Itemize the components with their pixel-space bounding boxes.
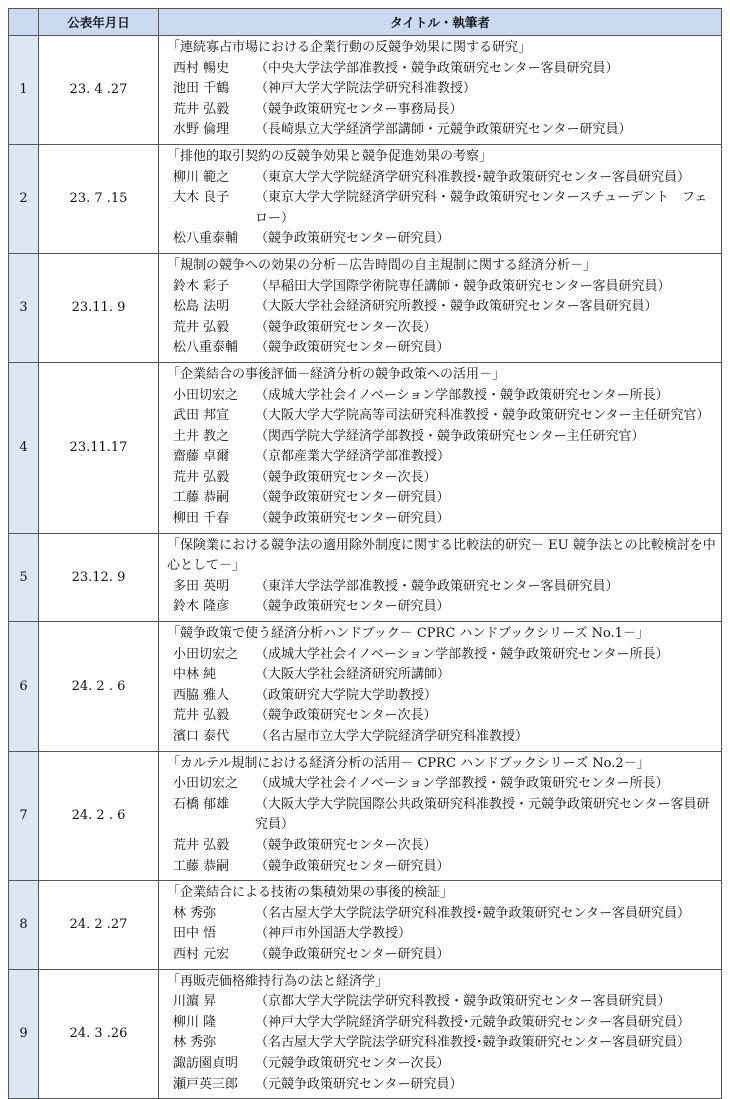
author-affiliation: （競争政策研究センター次長） (255, 469, 437, 485)
author-affiliation: （大阪大学社会経済研究所講師） (255, 667, 451, 683)
author-name: 柳川 範之 (173, 169, 230, 185)
table-row (9, 751, 722, 881)
title-authors-cell (159, 751, 722, 881)
author-name: 石橋 郁雄 (173, 796, 230, 812)
author-entry (163, 59, 717, 80)
author-affiliation: （中央大学法学部准教授・競争政策研究センター客員研究員） (255, 60, 619, 76)
author-entry (163, 665, 717, 686)
author-entry (163, 120, 717, 141)
author-name: 柳川 隆 (173, 1014, 217, 1030)
author-name: 柳田 千春 (173, 511, 230, 527)
author-entry (163, 297, 717, 318)
row-number: 7 (9, 751, 39, 881)
table-row (9, 622, 722, 752)
author-affiliation: （大阪大学大学院国際公共政策研究科准教授・元競争政策研究センター客員研究員） (255, 796, 710, 833)
author-affiliation: （競争政策研究センター研究員） (255, 858, 450, 874)
author-affiliation: （競争政策研究センター研究員） (255, 490, 450, 506)
publication-date: 23.11.17 (39, 362, 159, 533)
header-title-authors: タイトル・執筆者 (159, 9, 722, 36)
author-entry (163, 857, 717, 878)
author-affiliation: （競争政策研究センター次長） (255, 708, 437, 724)
author-entry (163, 706, 717, 727)
author-affiliation: （大阪大学社会経済研究所教授・競争政策研究センター客員研究員） (255, 299, 658, 315)
publication-date: 23. 4 .27 (39, 36, 159, 145)
title-authors-cell (159, 881, 722, 969)
author-name: 西村 元宏 (173, 946, 230, 962)
author-entry (163, 168, 717, 189)
row-number: 1 (9, 36, 39, 145)
author-entry (163, 79, 717, 100)
title-authors-cell (159, 362, 722, 533)
author-name: 土井 教之 (173, 428, 230, 444)
author-affiliation: （神戸大学大学院法学研究科准教授） (255, 81, 477, 97)
publication-title: 「規制の競争への効果の分析－広告時間の自主規制に関する経済分析－」 (167, 257, 597, 273)
author-entry (163, 924, 717, 945)
author-entry (163, 945, 717, 966)
author-entry (163, 1033, 717, 1054)
author-entry (163, 1013, 717, 1034)
author-affiliation: （東京大学大学院経済学研究科・競争政策研究センタースチューデント フェロー） (255, 190, 708, 226)
publication-title: 「保険業における競争法の適用除外制度に関する比較法的研究－ EU 競争法との比較検討を中心として－」 (167, 537, 716, 574)
title-authors-cell (159, 144, 722, 253)
author-affiliation: （成城大学社会イノベーション学部教授・競争政策研究センター所長） (255, 776, 669, 792)
author-entry (163, 774, 717, 795)
author-affiliation: （神戸大学大学院経済学研究科教授･元競争政策研究センター客員研究員） (255, 1014, 690, 1030)
author-entry (163, 509, 717, 530)
author-entry (163, 386, 717, 407)
author-affiliation: （神戸市外国語大学教授） (255, 926, 412, 942)
author-entry (163, 904, 717, 925)
table-row (9, 36, 722, 145)
author-name: 小田切宏之 (173, 387, 239, 403)
author-affiliation: （競争政策研究センター次長） (255, 319, 437, 335)
author-affiliation: （競争政策研究センター研究員） (255, 599, 450, 615)
author-affiliation: （成城大学社会イノベーション学部教授・競争政策研究センター所長） (255, 387, 669, 403)
author-entry (163, 727, 717, 748)
author-affiliation: （京都産業大学経済学部准教授） (255, 449, 451, 465)
table-row (9, 881, 722, 969)
author-name: 小田切宏之 (173, 646, 239, 662)
publication-title: 「再販売価格維持行為の法と経済学」 (167, 973, 389, 989)
author-affiliation: （成城大学社会イノベーション学部教授・競争政策研究センター所長） (255, 646, 669, 662)
author-entry (163, 597, 717, 618)
author-affiliation: （元競争政策研究センター次長） (255, 1055, 450, 1071)
table-row (9, 253, 722, 362)
author-affiliation: （競争政策研究センター研究員） (255, 231, 450, 247)
author-affiliation: （関西学院大学経済学部教授・競争政策研究センター主任研究官） (255, 428, 645, 444)
title-authors-cell (159, 533, 722, 621)
table-row (9, 362, 722, 533)
author-affiliation: （名古屋大学大学院法学研究科准教授･競争政策研究センター客員研究員） (255, 1035, 690, 1051)
author-affiliation: （早稲田大学国際学術院専任講師・競争政策研究センター客員研究員） (255, 278, 671, 294)
author-name: 諏訪園貞明 (173, 1055, 239, 1071)
publication-title: 「競争政策で使う経済分析ハンドブック－ CPRC ハンドブックシリーズ No.1－」 (167, 626, 649, 642)
row-number: 2 (9, 144, 39, 253)
author-affiliation: （長崎県立大学経済学部講師・元競争政策研究センター研究員） (255, 122, 632, 138)
title-authors-cell (159, 253, 722, 362)
author-name: 中林 純 (173, 667, 217, 683)
author-affiliation: （競争政策研究センター次長） (255, 837, 437, 853)
author-affiliation: （東京大学大学院経済学研究科准教授･競争政策研究センター客員研究員） (255, 169, 690, 185)
author-affiliation: （京都大学大学院法学研究科教授・競争政策研究センター客員研究員） (255, 994, 671, 1010)
author-affiliation: （大阪大学大学院高等司法研究科准教授・競争政策研究センター主任研究官） (255, 408, 710, 424)
author-entry (163, 229, 717, 250)
author-entry (163, 100, 717, 121)
author-entry (163, 488, 717, 509)
publication-date: 24. 2 .27 (39, 881, 159, 969)
row-number: 4 (9, 362, 39, 533)
author-name: 瀬戸英三郎 (173, 1076, 239, 1092)
author-name: 工藤 恭嗣 (173, 858, 230, 874)
author-name: 水野 倫理 (173, 122, 230, 138)
publication-title: 「企業結合の事後評価－経済分析の競争政策への活用－」 (167, 366, 506, 382)
author-name: 松八重泰輔 (173, 340, 239, 356)
table-row (9, 144, 722, 253)
publication-title: 「連続寡占市場における企業行動の反競争効果に関する研究」 (167, 40, 532, 55)
publication-date: 24. 2 . 6 (39, 622, 159, 752)
row-number: 6 (9, 622, 39, 752)
author-name: 荒井 弘毅 (173, 708, 230, 724)
author-entry (163, 1075, 717, 1096)
author-affiliation: （競争政策研究センター事務局長） (255, 101, 463, 117)
author-name: 松島 法明 (173, 299, 230, 315)
author-entry (163, 577, 717, 598)
header-number-cell (9, 9, 39, 36)
author-name: 松八重泰輔 (173, 231, 239, 247)
author-affiliation: （競争政策研究センター研究員） (255, 511, 450, 527)
author-name: 武田 邦宣 (173, 408, 230, 424)
author-entry (163, 686, 717, 707)
publication-date: 24. 3 .26 (39, 969, 159, 1099)
author-name: 濱口 泰代 (173, 729, 230, 744)
row-number: 3 (9, 253, 39, 362)
author-affiliation: （競争政策研究センター研究員） (255, 340, 450, 356)
author-entry (163, 468, 717, 489)
title-authors-cell (159, 622, 722, 752)
author-entry (163, 992, 717, 1013)
publication-date: 23.12. 9 (39, 533, 159, 621)
author-entry (163, 645, 717, 666)
author-name: 西村 暢史 (173, 60, 230, 76)
author-name: 多田 英明 (173, 578, 230, 594)
author-entry (163, 338, 717, 359)
header-row (9, 9, 722, 36)
author-affiliation: （東洋大学法学部准教授・競争政策研究センター客員研究員） (255, 578, 619, 594)
author-affiliation: （名古屋市立大学大学院経済学研究科准教授） (255, 729, 529, 744)
author-name: 小田切宏之 (173, 776, 239, 792)
author-name: 大木 良子 (173, 190, 230, 206)
author-affiliation: （政策研究大学院大学助教授） (255, 687, 438, 703)
author-affiliation: （名古屋大学大学院法学研究科准教授･競争政策研究センター客員研究員） (255, 905, 690, 921)
author-name: 荒井 弘毅 (173, 469, 230, 485)
table-row (9, 969, 722, 1099)
row-number: 8 (9, 881, 39, 969)
title-authors-cell (159, 969, 722, 1099)
author-name: 西脇 雅人 (173, 687, 230, 703)
author-entry (163, 188, 717, 229)
author-name: 林 秀弥 (173, 905, 217, 921)
publication-date: 24. 2 . 6 (39, 751, 159, 881)
publication-title: 「企業結合による技術の集積効果の事後的検証」 (167, 885, 454, 901)
author-name: 齋藤 卓爾 (173, 449, 230, 465)
author-name: 林 秀弥 (173, 1035, 217, 1051)
author-entry (163, 1054, 717, 1075)
author-entry (163, 277, 717, 298)
publication-date: 23. 7 .15 (39, 144, 159, 253)
publications-table (8, 8, 722, 1099)
title-authors-cell (159, 36, 722, 145)
table-body (9, 36, 722, 1099)
header-date: 公表年月日 (39, 9, 159, 36)
author-name: 工藤 恭嗣 (173, 490, 230, 506)
author-name: 荒井 弘毅 (173, 101, 230, 117)
author-entry (163, 318, 717, 339)
publication-title: 「排他的取引契約の反競争効果と競争促進効果の考察」 (167, 148, 493, 164)
author-name: 荒井 弘毅 (173, 837, 230, 853)
author-entry (163, 427, 717, 448)
author-entry (163, 795, 717, 836)
author-entry (163, 447, 717, 468)
author-name: 川濵 昇 (173, 994, 217, 1010)
author-entry (163, 836, 717, 857)
author-name: 鈴木 彩子 (173, 278, 230, 294)
author-name: 鈴木 隆彦 (173, 599, 230, 615)
table-row (9, 533, 722, 621)
author-name: 田中 悟 (173, 926, 217, 942)
author-name: 荒井 弘毅 (173, 319, 230, 335)
author-affiliation: （元競争政策研究センター研究員） (255, 1076, 463, 1092)
publication-title: 「カルテル規制における経済分析の活用－ CPRC ハンドブックシリーズ No.2－」 (167, 755, 650, 771)
author-name: 池田 千鶴 (173, 81, 230, 97)
row-number: 5 (9, 533, 39, 621)
author-entry (163, 406, 717, 427)
author-affiliation: （競争政策研究センター研究員） (255, 946, 450, 962)
publication-date: 23.11. 9 (39, 253, 159, 362)
row-number: 9 (9, 969, 39, 1099)
